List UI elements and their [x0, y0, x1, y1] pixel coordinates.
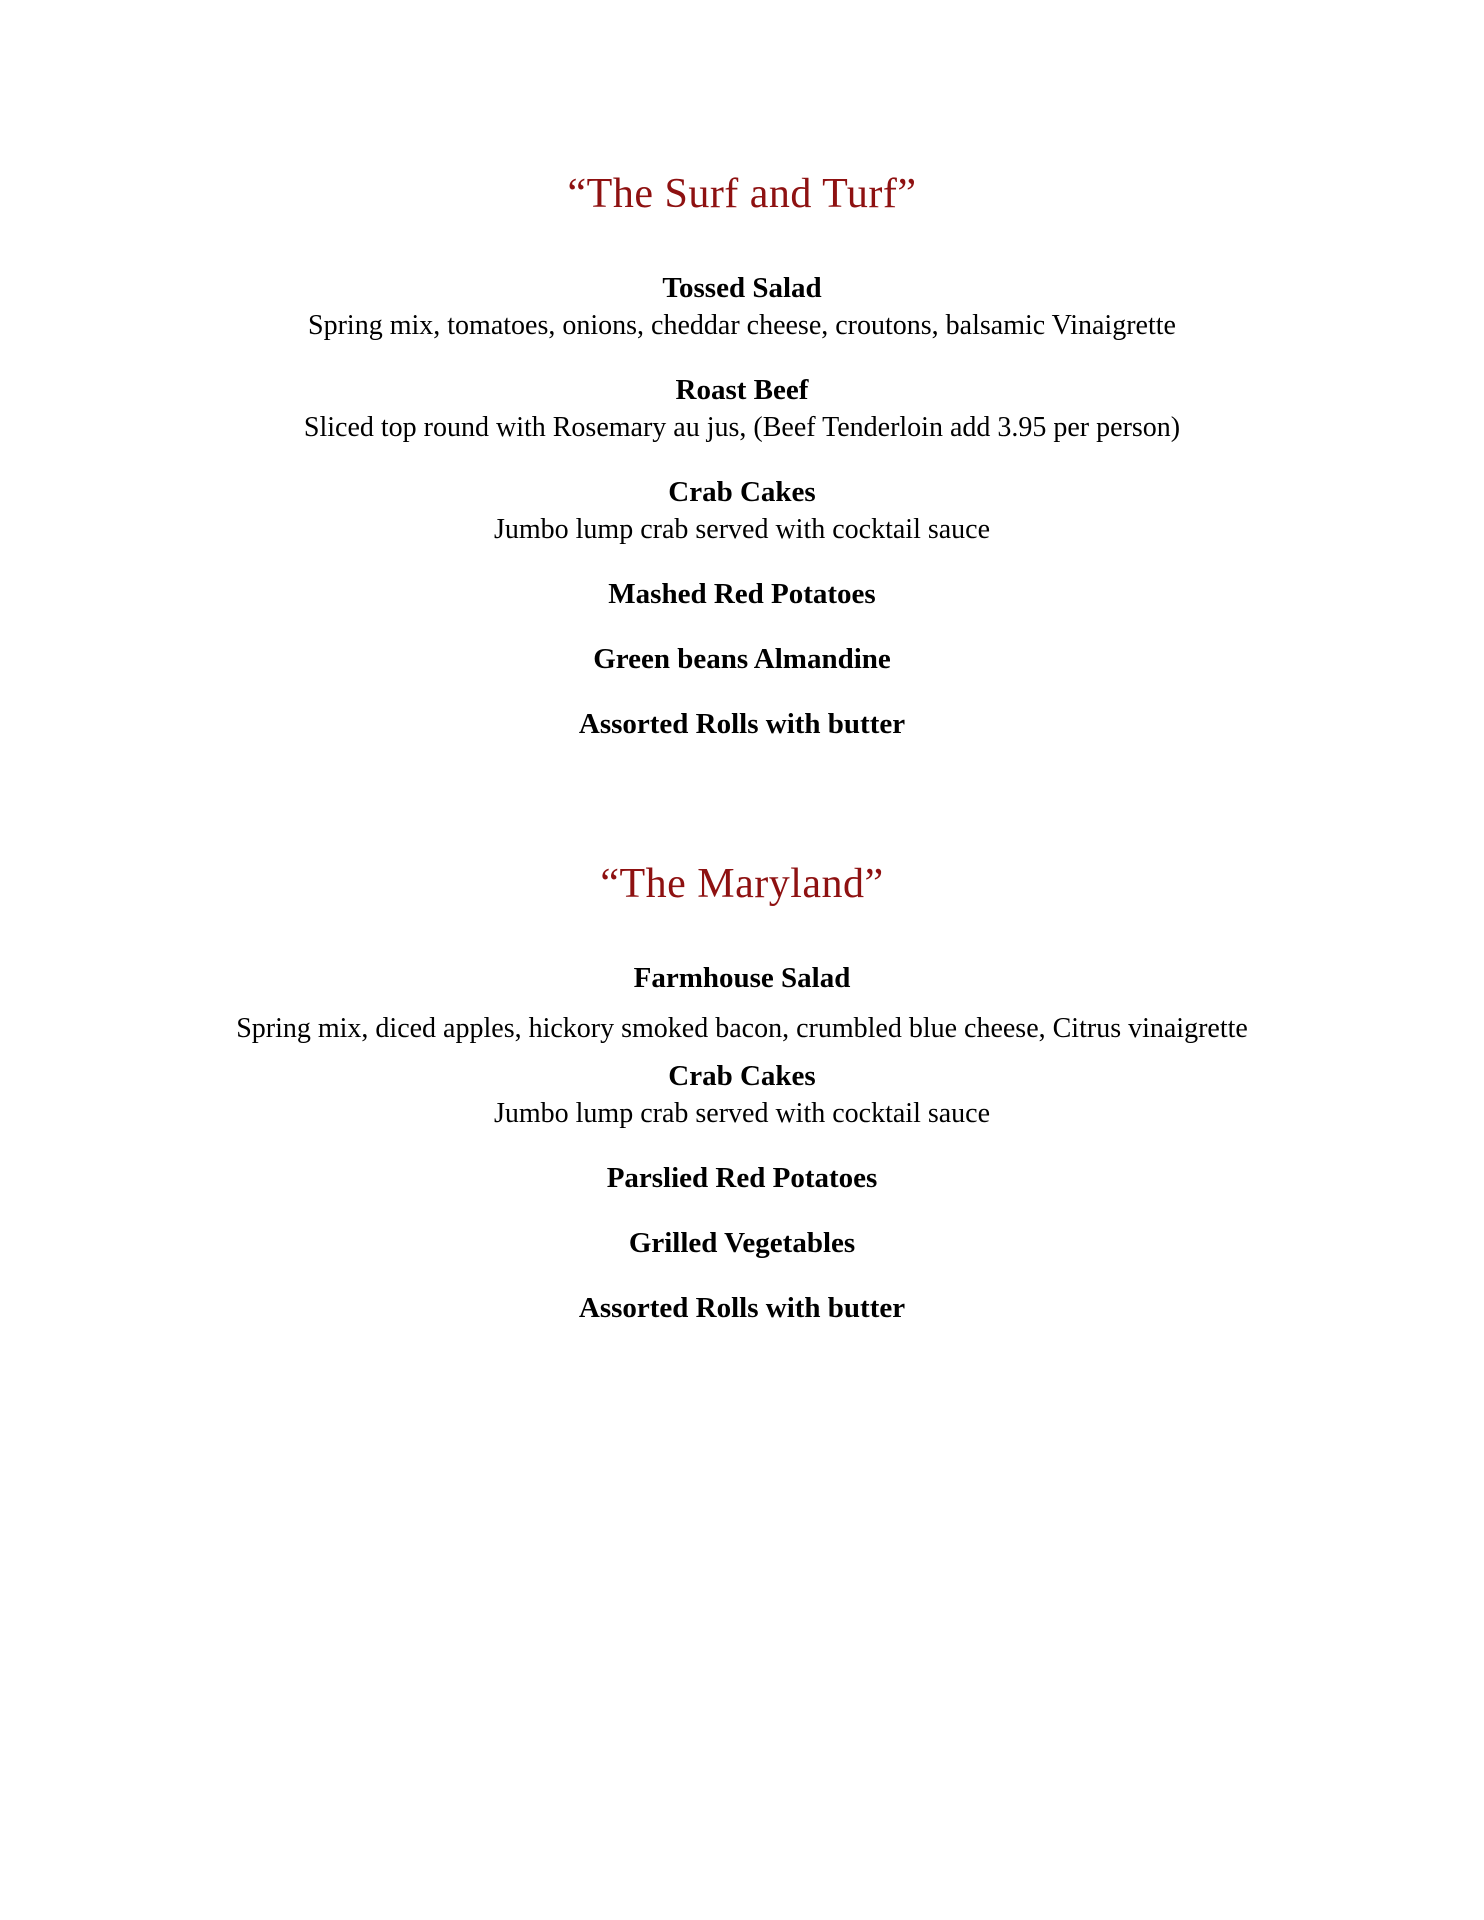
menu-item-crab-cakes [90, 1058, 1394, 1132]
menu-item-name: Crab Cakes [668, 1060, 816, 1092]
menu-item-assorted-rolls [90, 1290, 1394, 1327]
menu-item-assorted-rolls [90, 706, 1394, 743]
menu-item-description: Spring mix, tomatoes, onions, cheddar cheese, croutons, balsamic Vinaigrette [308, 310, 1176, 341]
menu-item-name: Grilled Vegetables [628, 1227, 856, 1259]
section-title: “The Surf and Turf” [567, 171, 917, 217]
menu-item-roast-beef [90, 372, 1394, 446]
menu-item-name: Assorted Rolls with butter [578, 708, 906, 740]
menu-item-green-beans-almandine [90, 641, 1394, 678]
menu-item-grilled-vegetables [90, 1225, 1394, 1262]
menu-item-description: Spring mix, diced apples, hickory smoked bacon, crumbled blue cheese, Citrus vinaigrette [236, 1013, 1248, 1044]
menu-item-mashed-red-potatoes [90, 576, 1394, 613]
menu-item-name: Roast Beef [675, 374, 809, 406]
menu-section-surf-and-turf [90, 168, 1394, 743]
menu-item-crab-cakes [90, 474, 1394, 548]
menu-item-name: Parslied Red Potatoes [606, 1162, 878, 1194]
menu-item-name: Green beans Almandine [593, 643, 891, 675]
menu-item-name: Crab Cakes [668, 476, 816, 508]
menu-item-description: Jumbo lump crab served with cocktail sauce [493, 514, 991, 545]
menu-item-description: Sliced top round with Rosemary au jus, (Beef Tenderloin add 3.95 per person) [303, 412, 1181, 443]
menu-item-name: Tossed Salad [662, 272, 822, 304]
menu-item-name: Assorted Rolls with butter [578, 1292, 906, 1324]
section-title: “The Maryland” [600, 861, 884, 907]
menu-item-parslied-red-potatoes [90, 1160, 1394, 1197]
menu-item-name: Farmhouse Salad [633, 962, 851, 994]
menu-item-tossed-salad [90, 270, 1394, 344]
menu-item-name: Mashed Red Potatoes [608, 578, 876, 610]
menu-item-farmhouse-salad [90, 960, 1394, 1047]
menu-item-description: Jumbo lump crab served with cocktail sauce [493, 1098, 991, 1129]
menu-section-maryland [90, 858, 1394, 1327]
